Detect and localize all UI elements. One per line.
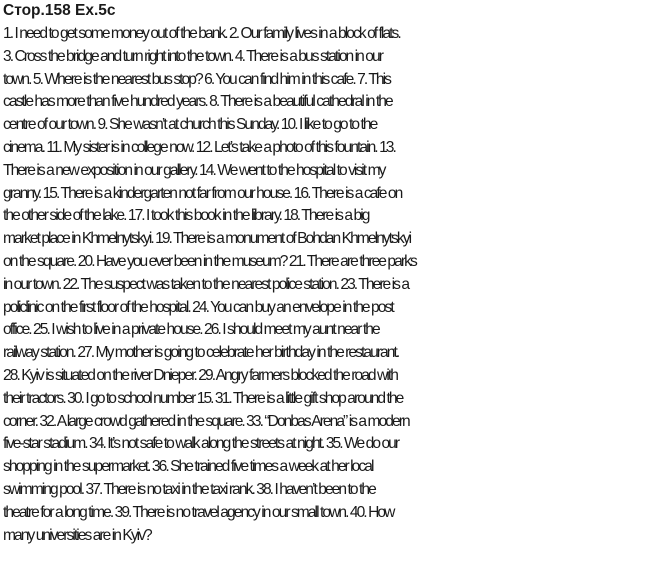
text-line-9: the other side of the lake. 17. I took this book in the library. 18. There is a big bbox=[3, 207, 369, 225]
text-line-7: There is a new exposition in our gallery. 14. We went to the hospital to visit my bbox=[3, 161, 385, 179]
text-line-12: in our town. 22. The suspect was taken to the nearest police station. 23. There is a bbox=[3, 275, 409, 293]
text-line-13: policlinic on the first floor of the hospital. 24. You can buy an envelope in the post bbox=[3, 298, 393, 316]
page-heading: Стор.158 Ex.5c bbox=[3, 2, 116, 19]
text-line-11: on the square. 20. Have you ever been in the museum? 21. There are three parks bbox=[3, 252, 416, 270]
text-line-10: market place in Khmelnytskyi. 19. There is a monument of Bohdan Khmelnytskyi bbox=[3, 230, 411, 248]
document-page bbox=[3, 0, 645, 547]
text-line-1: 1. I need to get some money out of the bank. 2. Our family lives in a block of flats. bbox=[3, 25, 400, 42]
text-line-2: 3. Cross the bridge and turn right into the town. 4. There is a bus station in our bbox=[3, 47, 382, 65]
text-line-18: corner. 32. A large crowd gathered in the square. 33. “Donbas Arena” is a modern bbox=[3, 412, 409, 430]
text-line-16: 28. Kyiv is situated on the river Dnieper. 29. Angry farmers blocked the road with bbox=[3, 366, 397, 384]
text-line-17: their tractors. 30. I go to school number 15. 31. There is a little gift shop around the bbox=[3, 389, 403, 407]
text-line-3: town. 5. Where is the nearest bus stop? 6. You can find him in this cafe. 7. This bbox=[3, 70, 390, 88]
text-line-8: granny. 15. There is a kindergarten not far from our house. 16. There is a cafe on bbox=[3, 184, 402, 202]
text-line-22: theatre for a long time. 39. There is no travel agency in our small town. 40. How bbox=[3, 503, 394, 521]
text-line-20: shopping in the supermarket. 36. She trained five times a week at her local bbox=[3, 458, 373, 476]
text-line-5: centre of our town. 9. She wasn’t at church this Sunday. 10. I like to go to the bbox=[3, 116, 377, 134]
text-line-4: castle has more than five hundred years. 8. There is a beautiful cathedral in the bbox=[3, 93, 392, 111]
text-line-19: five-star stadium. 34. It’s not safe to walk along the streets at night. 35. We do our bbox=[3, 435, 399, 453]
text-line-15: railway station. 27. My mother is going to celebrate her birthday in the restaurant. bbox=[3, 344, 399, 362]
text-line-6: cinema. 11. My sister is in college now. 12. Let’s take a photo of this fountain. 13. bbox=[3, 138, 395, 156]
text-line-21: swimming pool. 37. There is no taxi in the taxi rank. 38. I haven’t been to the bbox=[3, 480, 375, 498]
answer-text bbox=[3, 23, 645, 547]
text-line-23: many universities are in Kyiv? bbox=[3, 526, 151, 544]
text-line-14: office. 25. I wish to live in a private house. 26. I should meet my aunt near the bbox=[3, 321, 379, 339]
